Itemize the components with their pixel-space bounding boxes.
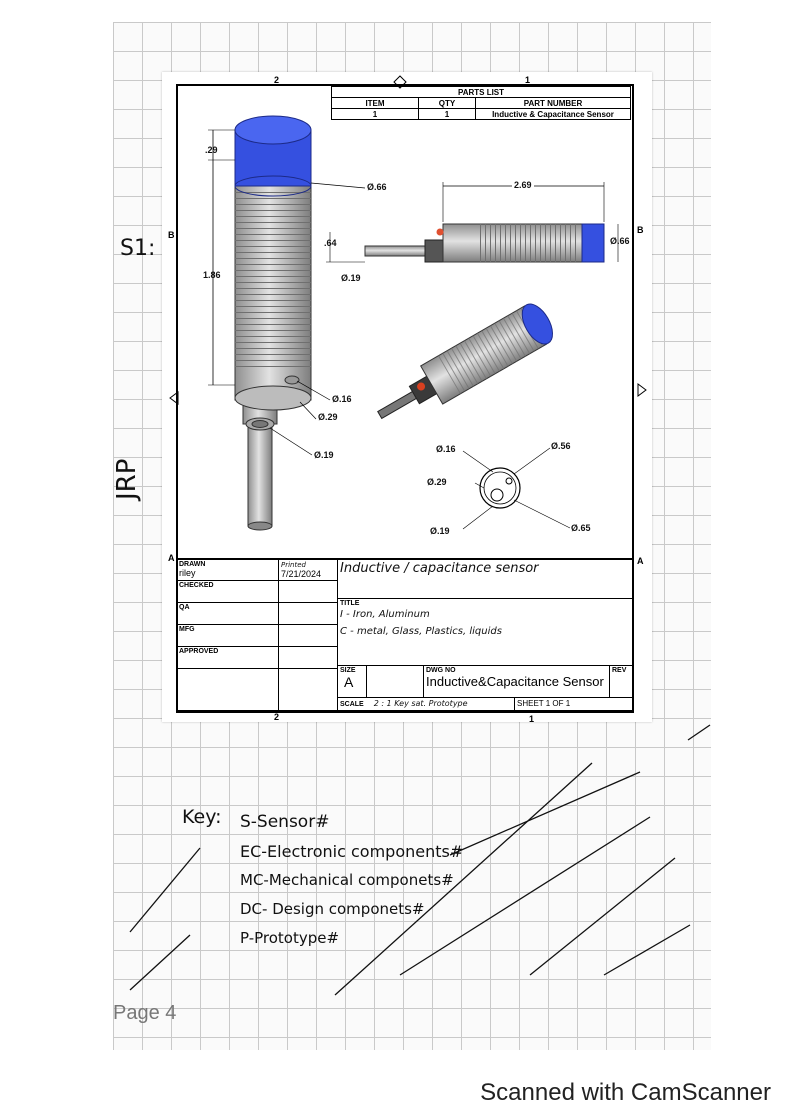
page-number: Page 4 <box>113 1002 177 1024</box>
key-item-sensor: S-Sensor# <box>240 812 330 832</box>
section-label: S1: <box>120 236 156 261</box>
drawing-description: Inductive / capacitance sensor <box>340 561 539 576</box>
scale-label: SCALE <box>340 701 364 708</box>
key-item-prototype: P-Prototype# <box>240 929 340 947</box>
key-item-design: DC- Design componets# <box>240 900 425 918</box>
parts-header-qty: QTY <box>419 98 476 109</box>
size-label: SIZE <box>340 667 356 674</box>
zone-top-left: 2 <box>274 75 280 85</box>
title-block <box>176 558 634 713</box>
printed-value: 7/21/2024 <box>281 569 322 579</box>
side-view-cap <box>582 224 604 262</box>
rev-label: REV <box>612 667 627 674</box>
parts-cell-part-number: Inductive & Capacitance Sensor <box>476 109 631 120</box>
drawn-value: riley <box>179 568 196 578</box>
key-label: Key: <box>182 806 222 828</box>
zone-bottom-right: 1 <box>529 714 535 724</box>
dim-side-offset: .64 <box>324 238 337 248</box>
zone-row-a-left: A <box>168 553 175 563</box>
initials: JRP <box>112 458 142 500</box>
printed-label: Printed <box>281 561 306 569</box>
dim-side-cable: Ø.19 <box>341 273 361 283</box>
dim-body-length: 1.86 <box>203 270 221 280</box>
dim-side-length: 2.69 <box>514 180 532 190</box>
dim-cap-diameter: Ø.66 <box>367 182 387 192</box>
material-note-iron: I - Iron, Aluminum <box>340 609 430 620</box>
parts-cell-item: 1 <box>332 109 419 120</box>
size-value: A <box>344 674 354 690</box>
scanner-watermark: Scanned with CamScanner <box>480 1079 771 1106</box>
dim-cap-height: .29 <box>205 145 218 155</box>
zone-top-right: 1 <box>525 75 531 85</box>
dim-end-face: Ø.65 <box>571 523 591 533</box>
dim-base-ring: Ø.29 <box>318 412 338 422</box>
title-label: TITLE <box>340 600 360 607</box>
sensor-cable <box>248 420 272 526</box>
scale-note: 2 : 1 Key sat. Prototype <box>373 699 468 708</box>
zone-bottom-left: 2 <box>274 712 280 722</box>
dwg-no-label: DWG NO <box>426 667 456 674</box>
key-item-electronic: EC-Electronic components# <box>240 842 464 861</box>
parts-list-title: PARTS LIST <box>332 87 631 98</box>
dim-small-hole: Ø.16 <box>332 394 352 404</box>
dim-end-cable: Ø.19 <box>430 526 450 536</box>
dim-end-hole: Ø.16 <box>436 444 456 454</box>
sheet-number: SHEET 1 OF 1 <box>517 699 571 708</box>
drawn-label: DRAWN <box>179 561 206 568</box>
dim-cable: Ø.19 <box>314 450 334 460</box>
parts-cell-qty: 1 <box>419 109 476 120</box>
checked-label: CHECKED <box>176 580 279 603</box>
key-item-mechanical: MC-Mechanical componets# <box>240 871 454 889</box>
zone-row-b-left: B <box>168 230 175 240</box>
parts-header-item: ITEM <box>332 98 419 109</box>
dim-end-ring: Ø.29 <box>427 477 447 487</box>
mfg-label: MFG <box>176 624 279 647</box>
parts-header-part-number: PART NUMBER <box>476 98 631 109</box>
qa-label: QA <box>176 602 279 625</box>
dwg-no-value: Inductive&Capacitance Sensor <box>426 674 604 689</box>
approved-label: APPROVED <box>176 646 279 669</box>
dim-side-diameter: Ø.66 <box>610 236 630 246</box>
material-note-capacitive: C - metal, Glass, Plastics, liquids <box>340 626 502 637</box>
isometric-view <box>369 299 559 434</box>
key-list <box>240 808 463 953</box>
zone-row-a-right: A <box>637 556 644 566</box>
dim-end-outer: Ø.56 <box>551 441 571 451</box>
zone-row-b-right: B <box>637 225 644 235</box>
